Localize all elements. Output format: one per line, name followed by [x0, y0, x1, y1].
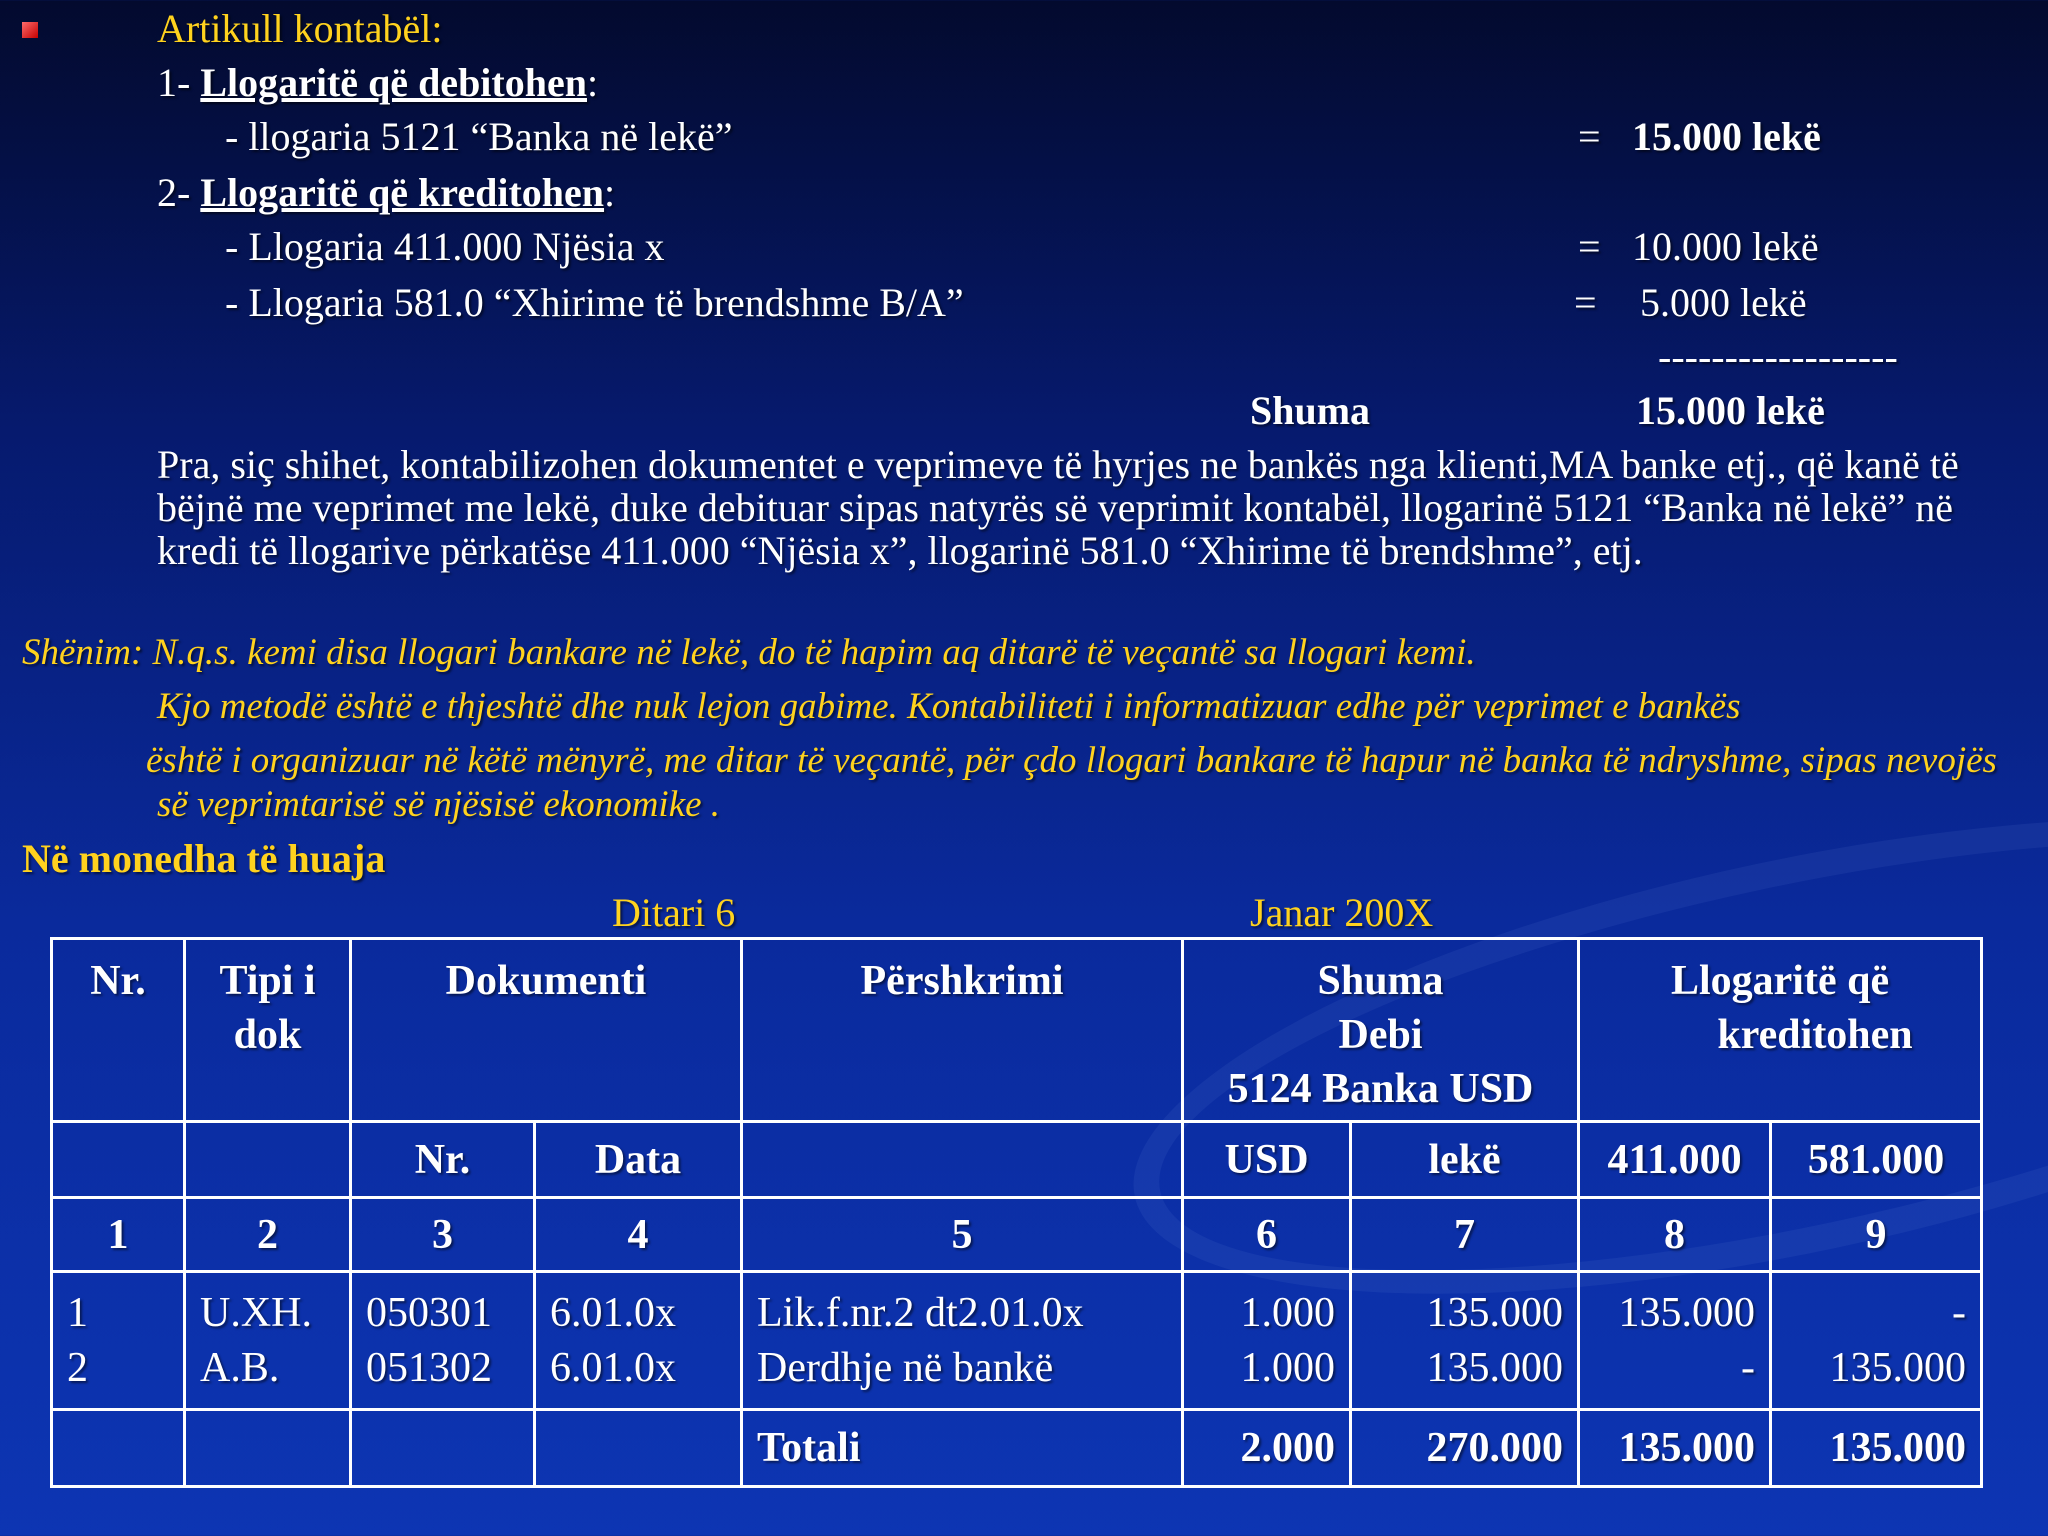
header-shuma-debi	[1183, 939, 1579, 1122]
bullet-icon	[22, 22, 38, 38]
table-row-1-nr: 1	[67, 1289, 88, 1336]
table-row-2-doc-nr: 051302	[366, 1344, 492, 1391]
total-usd: 2.000	[1183, 1410, 1351, 1487]
journal-month: Janar 200X	[1250, 890, 1434, 935]
journal-table	[50, 937, 1983, 1488]
note-line-1: Shënim: N.q.s. kemi disa llogari bankare në lekë, do të hapim aq ditarë të veçantë sa llogari kemi.	[22, 632, 1476, 673]
header-kred-line2: kreditohen	[1717, 1012, 1913, 1058]
table-row-1-pershkrimi: Lik.f.nr.2 dt2.01.0x	[757, 1289, 1084, 1336]
table-row-1-leke: 135.000	[1426, 1289, 1564, 1336]
subheader-doc-nr: Nr.	[351, 1122, 535, 1198]
cell-doc-nr	[351, 1272, 535, 1410]
subheader-doc-data: Data	[535, 1122, 742, 1198]
note-line-4: së veprimtarisë së njësisë ekonomike .	[157, 784, 721, 825]
table-row-1-data: 6.01.0x	[550, 1289, 676, 1336]
explanation-paragraph: Pra, siç shihet, kontabilizohen dokumentet e veprimeve të hyrjes ne bankës nga klienti,MA banke etj., që kanë të bëjnë me veprimet me lekë, duke debituar sipas natyrës së veprimit kontabël, llogarinë 5121 “Banka në lekë” në kredi të llogarive përkatëse 411.000 “Njësia x”, llogarinë 581.0 “Xhirime të brendshme”, etj.	[157, 442, 1959, 573]
col-number-3: 3	[351, 1198, 535, 1272]
table-column-number-row	[52, 1198, 1982, 1272]
total-empty-3	[351, 1410, 535, 1487]
col-number-6: 6	[1183, 1198, 1351, 1272]
credit-colon: :	[604, 170, 616, 215]
debit-accounts-line	[157, 60, 598, 106]
subheader-acc-411: 411.000	[1579, 1122, 1771, 1198]
header-kreditohen	[1579, 939, 1982, 1122]
col-number-8: 8	[1579, 1198, 1771, 1272]
header-nr: Nr.	[52, 939, 185, 1122]
subheader-empty-1	[52, 1122, 185, 1198]
cell-acc-411	[1579, 1272, 1771, 1410]
note-line-3: është i organizuar në këtë mënyrë, me ditar të veçantë, për çdo llogari bankare të hapur në banka të ndryshme, sipas nevojës	[146, 740, 1997, 781]
sum-divider: ------------------	[1658, 334, 1898, 379]
credit-equals-1: =	[1578, 224, 1601, 269]
table-row-1-tipi: U.XH.	[200, 1289, 312, 1336]
total-empty-1	[52, 1410, 185, 1487]
header-shuma-line2: Debi	[1338, 1012, 1423, 1058]
section-title: Në monedha të huaja	[22, 836, 386, 881]
total-acc-411: 135.000	[1579, 1410, 1771, 1487]
total-leke: 270.000	[1351, 1410, 1579, 1487]
total-empty-4	[535, 1410, 742, 1487]
table-row-2-acc-411: -	[1741, 1344, 1756, 1391]
cell-tipi	[185, 1272, 351, 1410]
header-tipi-line2: dok	[233, 1012, 302, 1058]
col-number-9: 9	[1771, 1198, 1982, 1272]
sum-label: Shuma	[1250, 388, 1371, 433]
cell-pershkrimi	[742, 1272, 1183, 1410]
credit-account-581: - Llogaria 581.0 “Xhirime të brendshme B/A”	[225, 280, 964, 325]
header-pershkrimi: Përshkrimi	[742, 939, 1183, 1122]
col-number-1: 1	[52, 1198, 185, 1272]
entry-heading: Artikull kontabël:	[157, 6, 443, 51]
table-row-2-leke: 135.000	[1426, 1344, 1564, 1391]
table-row-1-usd: 1.000	[1240, 1289, 1336, 1336]
sum-amount: 15.000 lekë	[1636, 388, 1825, 433]
debit-colon: :	[587, 60, 599, 105]
table-row-1-doc-nr: 050301	[366, 1289, 492, 1336]
note-line-2: Kjo metodë është e thjeshtë dhe nuk lejon gabime. Kontabiliteti i informatizuar edhe për veprimet e bankës	[157, 686, 1741, 727]
table-row-2-usd: 1.000	[1240, 1344, 1336, 1391]
total-empty-2	[185, 1410, 351, 1487]
journal-name: Ditari 6	[612, 890, 736, 935]
debit-title: Llogaritë që debitohen	[200, 60, 587, 105]
table-data-rows	[52, 1272, 1982, 1410]
table-row-2-data: 6.01.0x	[550, 1344, 676, 1391]
credit-equals-2: =	[1574, 280, 1597, 325]
cell-usd	[1183, 1272, 1351, 1410]
credit-amount-2: 5.000 lekë	[1640, 280, 1807, 325]
debit-amount: 15.000 lekë	[1632, 114, 1821, 159]
header-shuma-line3: 5124 Banka USD	[1227, 1066, 1534, 1112]
col-number-4: 4	[535, 1198, 742, 1272]
col-number-2: 2	[185, 1198, 351, 1272]
table-row-2-acc-581: 135.000	[1829, 1344, 1967, 1391]
subheader-usd: USD	[1183, 1122, 1351, 1198]
total-label: Totali	[742, 1410, 1183, 1487]
table-row-1-acc-411: 135.000	[1618, 1289, 1756, 1336]
credit-accounts-line	[157, 170, 615, 216]
table-row-2-nr: 2	[67, 1344, 88, 1391]
header-kred-line1: Llogaritë që	[1670, 958, 1890, 1004]
header-tipi-dok	[185, 939, 351, 1122]
credit-amount-1: 10.000 lekë	[1632, 224, 1819, 269]
subheader-empty-3	[742, 1122, 1183, 1198]
cell-acc-581	[1771, 1272, 1982, 1410]
debit-prefix: 1-	[157, 60, 201, 105]
header-tipi-line1: Tipi i	[219, 958, 316, 1004]
subheader-acc-581: 581.000	[1771, 1122, 1982, 1198]
debit-account-5121: - llogaria 5121 “Banka në lekë”	[225, 114, 733, 159]
table-row-2-pershkrimi: Derdhje në bankë	[757, 1344, 1054, 1391]
header-shuma-line1: Shuma	[1317, 958, 1444, 1004]
total-acc-581: 135.000	[1771, 1410, 1982, 1487]
subheader-leke: lekë	[1351, 1122, 1579, 1198]
col-number-7: 7	[1351, 1198, 1579, 1272]
cell-nr	[52, 1272, 185, 1410]
credit-account-411: - Llogaria 411.000 Njësia x	[225, 224, 665, 269]
table-row-2-tipi: A.B.	[200, 1344, 280, 1391]
credit-prefix: 2-	[157, 170, 201, 215]
cell-leke	[1351, 1272, 1579, 1410]
table-subheader-row	[52, 1122, 1982, 1198]
table-row-1-acc-581: -	[1952, 1289, 1967, 1336]
subheader-empty-2	[185, 1122, 351, 1198]
table-header-row	[52, 939, 1982, 1122]
col-number-5: 5	[742, 1198, 1183, 1272]
debit-equals: =	[1578, 114, 1601, 159]
credit-title: Llogaritë që kreditohen	[200, 170, 605, 215]
table-total-row	[52, 1410, 1982, 1487]
cell-data	[535, 1272, 742, 1410]
header-dokumenti: Dokumenti	[351, 939, 742, 1122]
